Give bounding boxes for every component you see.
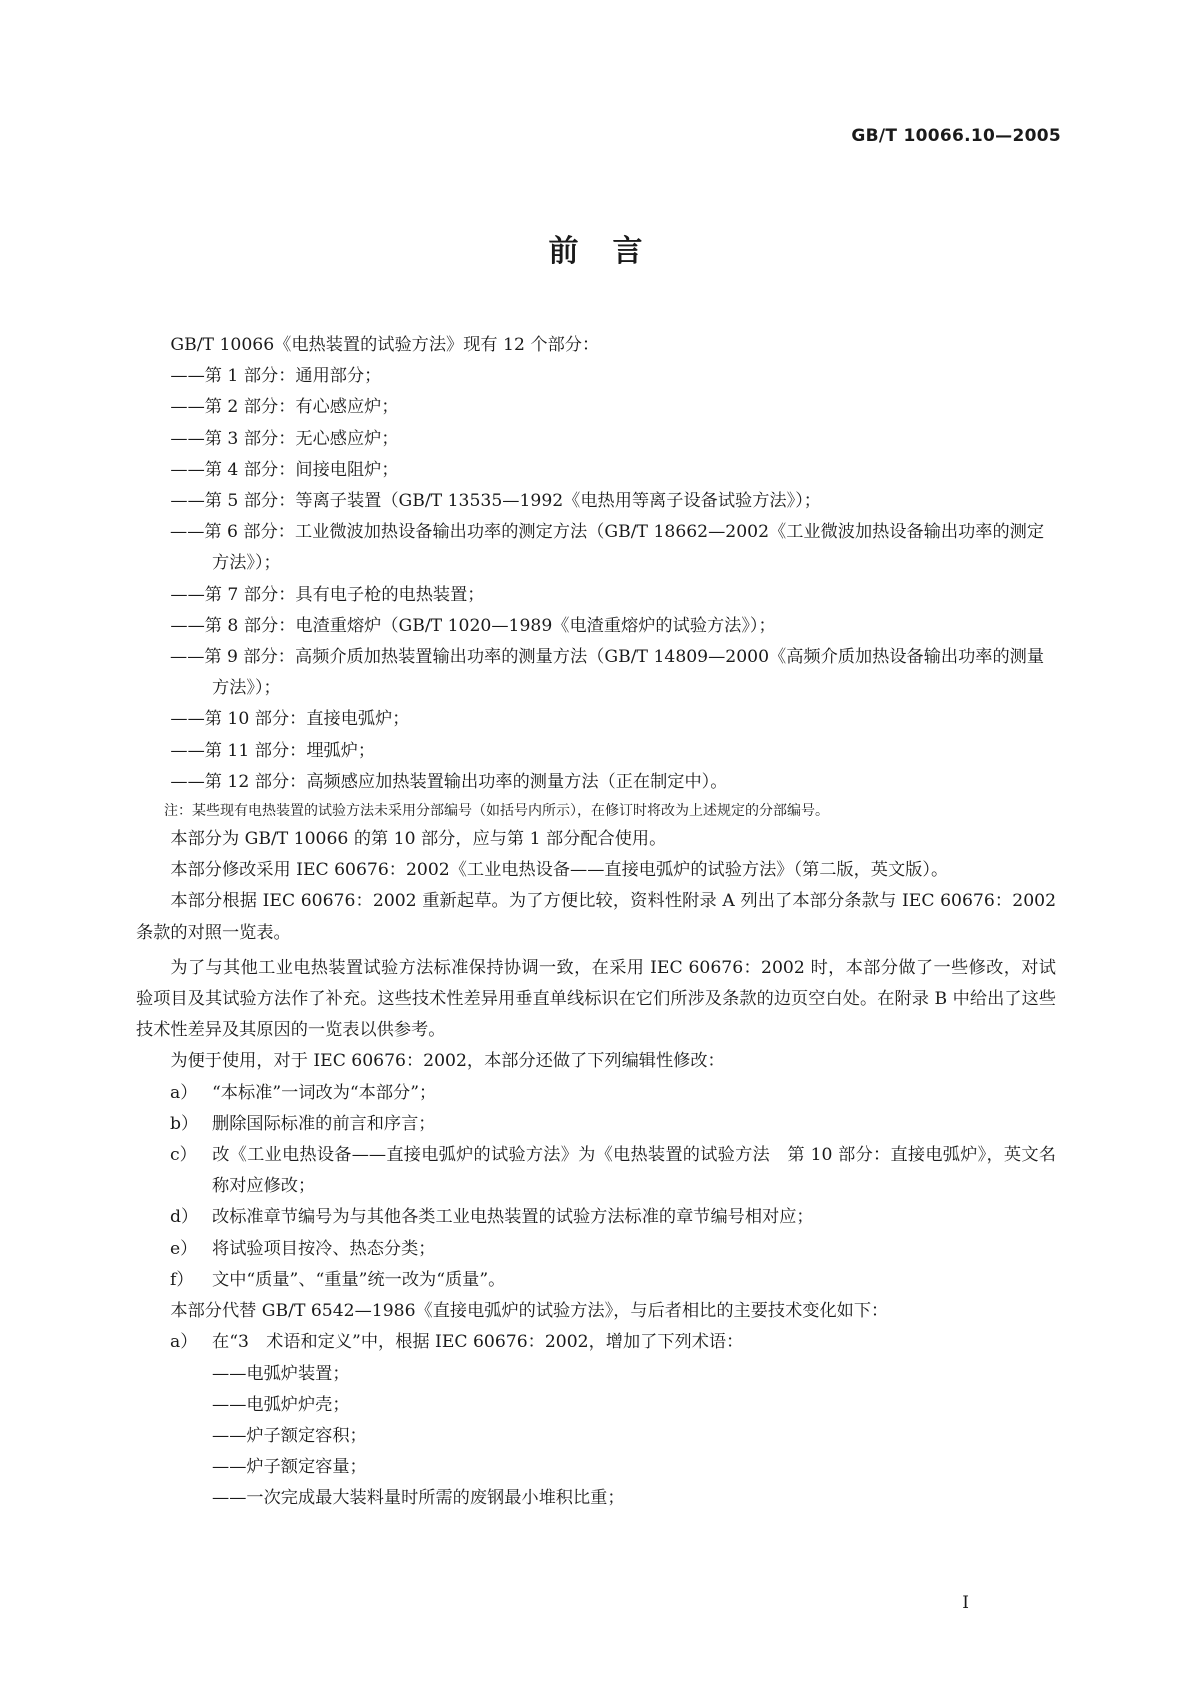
change-item <box>136 1327 1056 1358</box>
standard-number: GB/T 10066.10—2005 <box>851 126 1061 146</box>
part-item: ——第 6 部分：工业微波加热设备输出功率的测定方法（GB/T 18662—2002《工业微波加热设备输出功率的测定方法》）； <box>170 522 1045 574</box>
item-text: 改标准章节编号为与其他各类工业电热装置的试验方法标准的章节编号相对应； <box>212 1207 814 1228</box>
page-title: 前言 <box>548 234 677 269</box>
part-item: ——第 5 部分：等离子装置（GB/T 13535—1992《电热用等离子设备试验方法》）； <box>170 491 821 512</box>
edit-item <box>136 1202 1056 1233</box>
edit-item <box>136 1109 1056 1140</box>
part-item: ——第 12 部分：高频感应加热装置输出功率的测量方法（正在制定中）。 <box>170 771 728 792</box>
part-item: ——第 11 部分：埋弧炉； <box>170 740 376 761</box>
term-item: ——炉子额定容积； <box>212 1425 367 1446</box>
part-item: ——第 4 部分：间接电阻炉； <box>170 459 399 480</box>
item-label: a） <box>170 1332 198 1353</box>
item-label: a） <box>170 1082 198 1103</box>
edit-item <box>136 1234 1056 1265</box>
intro-paragraph: GB/T 10066《电热装置的试验方法》现有 12 个部分： <box>170 335 600 355</box>
item-text: 文中“质量”、“重量”统一改为“质量”。 <box>212 1269 506 1290</box>
part-item: ——第 1 部分：通用部分； <box>170 366 382 387</box>
paragraph-adoption: 本部分修改采用 IEC 60676：2002《工业电热设备——直接电弧炉的试验方法》（第二版，英文版）。 <box>170 860 949 881</box>
paragraph-technical-differences: 为了与其他工业电热装置试验方法标准保持协调一致，在采用 IEC 60676：2002 时，本部分做了一些修改，对试验项目及其试验方法作了补充。这些技术性差异用垂直单线标识在它们所涉及条款的边页空白处。在附录 B 中给出了这些技术性差异及其原因的一览表以供参考。 <box>136 957 1056 1041</box>
paragraph-editorial-intro: 为便于使用，对于 IEC 60676：2002，本部分还做了下列编辑性修改： <box>170 1051 725 1072</box>
item-label: c） <box>170 1145 197 1166</box>
part-item: ——第 8 部分：电渣重熔炉（GB/T 1020—1989《电渣重熔炉的试验方法》）； <box>170 615 776 636</box>
term-item: ——电弧炉装置； <box>212 1363 350 1384</box>
paragraph-replacement: 本部分代替 GB/T 6542—1986《直接电弧炉的试验方法》，与后者相比的主要技术变化如下： <box>170 1301 889 1322</box>
paragraph-scope: 本部分为 GB/T 10066 的第 10 部分，应与第 1 部分配合使用。 <box>170 829 667 850</box>
term-item: ——电弧炉炉壳； <box>212 1394 350 1415</box>
foreword-body <box>136 330 1056 1515</box>
part-item: ——第 9 部分：高频介质加热装置输出功率的测量方法（GB/T 14809—2000《高频介质加热设备输出功率的测量方法》）； <box>170 647 1045 699</box>
item-text: 改《工业电热设备——直接电弧炉的试验方法》为《电热装置的试验方法 第 10 部分：直接电弧炉》，英文名称对应修改； <box>212 1145 1056 1197</box>
edit-item <box>136 1265 1056 1296</box>
part-item: ——第 10 部分：直接电弧炉； <box>170 709 410 730</box>
part-item: ——第 2 部分：有心感应炉； <box>170 397 399 418</box>
item-label: f） <box>170 1269 194 1290</box>
page-number: I <box>962 1593 969 1613</box>
term-item: ——炉子额定容量； <box>212 1457 367 1478</box>
note: 注：某些现有电热装置的试验方法未采用分部编号（如括号内所示），在修订时将改为上述规定的分部编号。 <box>164 803 829 820</box>
item-text: “本标准”一词改为“本部分”； <box>212 1082 437 1103</box>
item-text: 将试验项目按冷、热态分类； <box>212 1238 436 1259</box>
item-label: e） <box>170 1238 198 1259</box>
item-text: 在“3 术语和定义”中，根据 IEC 60676：2002，增加了下列术语： <box>212 1332 744 1353</box>
term-item: ——一次完成最大装料量时所需的废钢最小堆积比重； <box>212 1488 625 1509</box>
part-item: ——第 3 部分：无心感应炉； <box>170 428 399 449</box>
edit-item <box>136 1078 1056 1109</box>
part-item: ——第 7 部分：具有电子枪的电热装置； <box>170 584 485 605</box>
item-label: b） <box>170 1113 199 1134</box>
item-label: d） <box>170 1207 199 1228</box>
edit-item <box>136 1140 1056 1202</box>
paragraph-redrafting: 本部分根据 IEC 60676：2002 重新起草。为了方便比较，资料性附录 A 列出了本部分条款与 IEC 60676：2002条款的对照一览表。 <box>136 891 1056 943</box>
item-text: 删除国际标准的前言和序言； <box>212 1113 436 1134</box>
